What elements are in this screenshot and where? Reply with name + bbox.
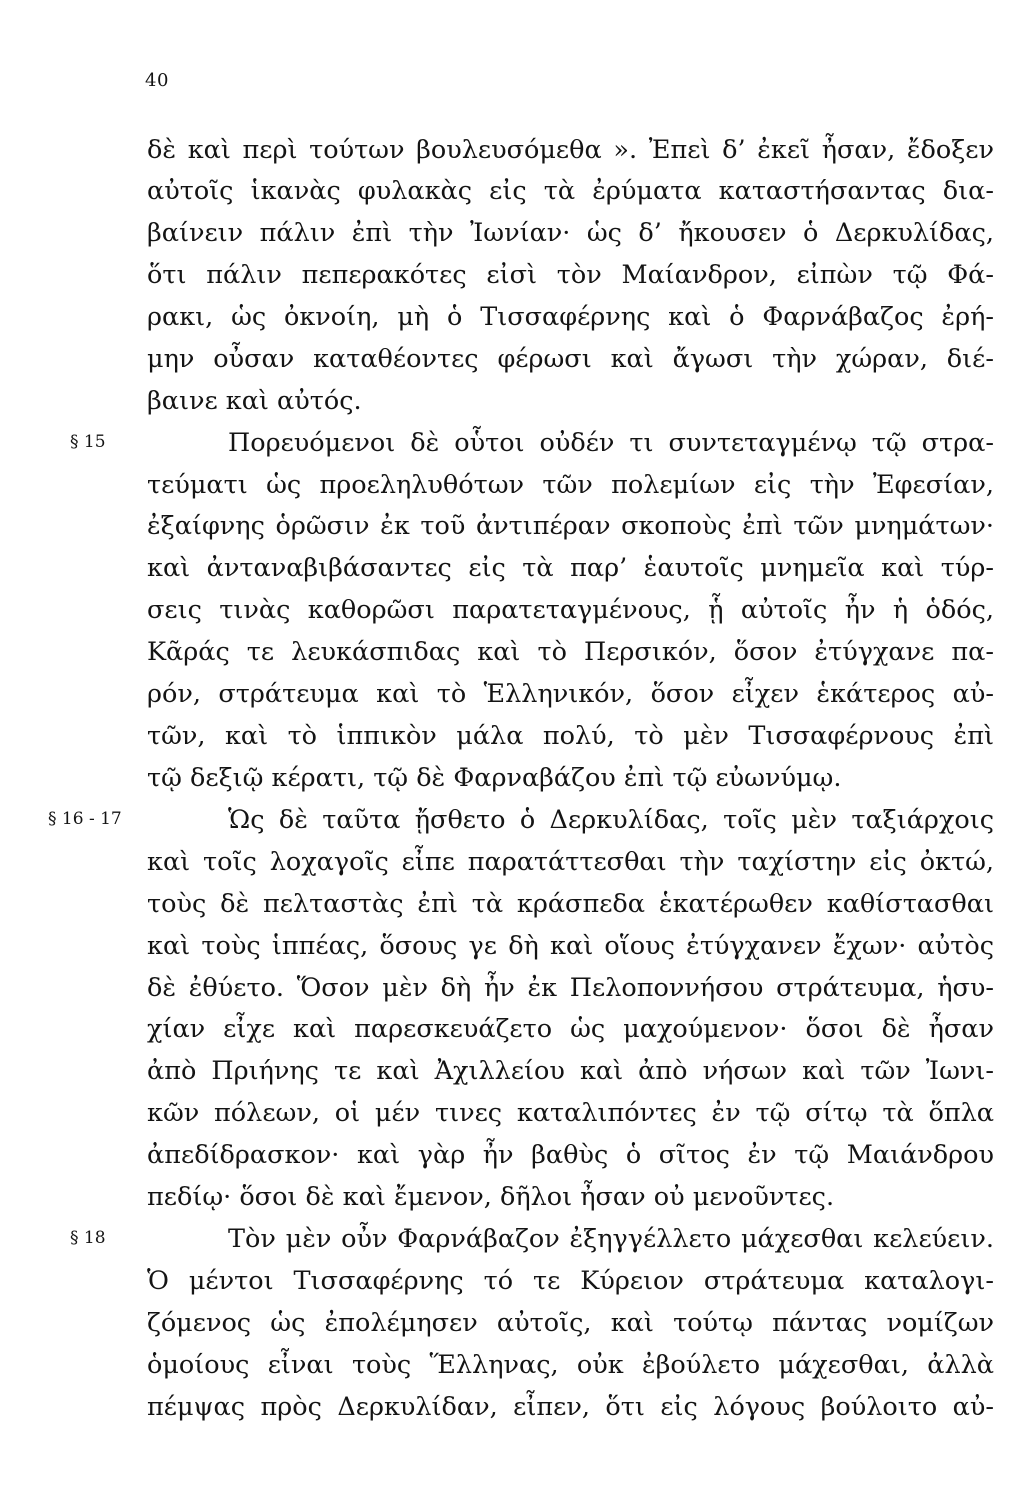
text-line: τῶν, καὶ τὸ ἱππικὸν μάλα πολύ, τὸ μὲν Τισσαφέρνους ἐπὶ [147,721,994,751]
text-line: μην οὖσαν καταθέοντες φέρωσι καὶ ἄγωσι τὴν χώραν, διέ- [147,344,994,374]
text-line: τεύματι ὡς προεληλυθότων τῶν πολεμίων εἰς τὴν Ἐφεσίαν, [147,470,994,500]
text-line: ζόμενος ὡς ἐπολέμησεν αὐτοῖς, καὶ τούτῳ πάντας νομίζων [147,1308,994,1338]
text-line: δὲ ἐθύετο. Ὅσον μὲν δὴ ἦν ἐκ Πελοποννήσου στράτευμα, ἡσυ- [147,973,994,1003]
text-line: χίαν εἶχε καὶ παρεσκευάζετο ὡς μαχούμενον· ὅσοι δὲ ἦσαν [147,1014,994,1044]
text-line: δὲ καὶ περὶ τούτων βουλευσόμεθα ». Ἐπεὶ δ’ ἐκεῖ ἦσαν, ἔδοξεν [147,135,994,165]
text-line: ρακι, ὡς ὀκνοίη, μὴ ὁ Τισσαφέρνης καὶ ὁ Φαρνάβαζος ἐρή- [147,302,994,332]
text-line: ἐξαίφνης ὁρῶσιν ἐκ τοῦ ἀντιπέραν σκοποὺς ἐπὶ τῶν μνημάτων· [147,511,994,541]
text-line: αὐτοῖς ἱκανὰς φυλακὰς εἰς τὰ ἐρύματα καταστήσαντας δια- [147,176,994,206]
text-line: Τὸν μὲν οὖν Φαρνάβαζον ἐξηγγέλλετο μάχεσθαι κελεύειν. [228,1224,994,1254]
text-line: καὶ τοὺς ἱππέας, ὅσους γε δὴ καὶ οἵους ἐτύγχανεν ἔχων· αὐτὸς [147,931,994,961]
text-line: ρόν, στράτευμα καὶ τὸ Ἑλληνικόν, ὅσον εἶχεν ἑκάτερος αὐ- [147,679,994,709]
text-line: ὁμοίους εἶναι τοὺς Ἕλληνας, οὐκ ἐβούλετο μάχεσθαι, ἀλλὰ [147,1350,994,1380]
text-line: τῷ δεξιῷ κέρατι, τῷ δὲ Φαρναβάζου ἐπὶ τῷ εὐωνύμῳ. [147,763,842,793]
text-line: τοὺς δὲ πελταστὰς ἐπὶ τὰ κράσπεδα ἑκατέρωθεν καθίστασθαι [147,889,994,919]
text-line: ἀπὸ Πριήνης τε καὶ Ἀχιλλείου καὶ ἀπὸ νήσων καὶ τῶν Ἰωνι- [147,1056,994,1086]
page-number: 40 [145,70,169,91]
section-label: § 18 [70,1228,106,1248]
text-line: ὅτι πάλιν πεπερακότες εἰσὶ τὸν Μαίανδρον, εἰπὼν τῷ Φά- [147,260,994,290]
text-line: βαίνειν πάλιν ἐπὶ τὴν Ἰωνίαν· ὡς δ’ ἤκουσεν ὁ Δερκυλίδας, [147,218,994,248]
text-line: καὶ τοῖς λοχαγοῖς εἶπε παρατάττεσθαι τὴν ταχίστην εἰς ὀκτώ, [147,847,994,877]
section-label: § 16 - 17 [48,809,122,829]
text-line: κῶν πόλεων, οἱ μέν τινες καταλιπόντες ἐν τῷ σίτῳ τὰ ὅπλα [147,1098,994,1128]
text-line: σεις τινὰς καθορῶσι παρατεταγμένους, ᾗ αὐτοῖς ἦν ἡ ὁδός, [147,595,994,625]
text-line: πεδίῳ· ὅσοι δὲ καὶ ἔμενον, δῆλοι ἦσαν οὐ μενοῦντες. [147,1182,835,1212]
text-line: πέμψας πρὸς Δερκυλίδαν, εἶπεν, ὅτι εἰς λόγους βούλοιτο αὐ- [147,1392,994,1422]
text-line: βαινε καὶ αὐτός. [147,386,362,416]
text-line: καὶ ἀνταναβιβάσαντες εἰς τὰ παρ’ ἑαυτοῖς μνημεῖα καὶ τύρ- [147,553,994,583]
section-label: § 15 [70,432,106,452]
text-line: ἀπεδίδρασκον· καὶ γὰρ ἦν βαθὺς ὁ σῖτος ἐν τῷ Μαιάνδρου [147,1140,994,1170]
text-line: Πορευόμενοι δὲ οὗτοι οὐδέν τι συντεταγμένῳ τῷ στρα- [228,428,994,458]
text-line: Ὁ μέντοι Τισσαφέρνης τό τε Κύρειον στράτευμα καταλογι- [147,1266,994,1296]
text-line: Κᾶράς τε λευκάσπιδας καὶ τὸ Περσικόν, ὅσον ἐτύγχανε πα- [147,637,994,667]
text-line: Ὡς δὲ ταῦτα ᾔσθετο ὁ Δερκυλίδας, τοῖς μὲν ταξιάρχοις [228,805,994,835]
